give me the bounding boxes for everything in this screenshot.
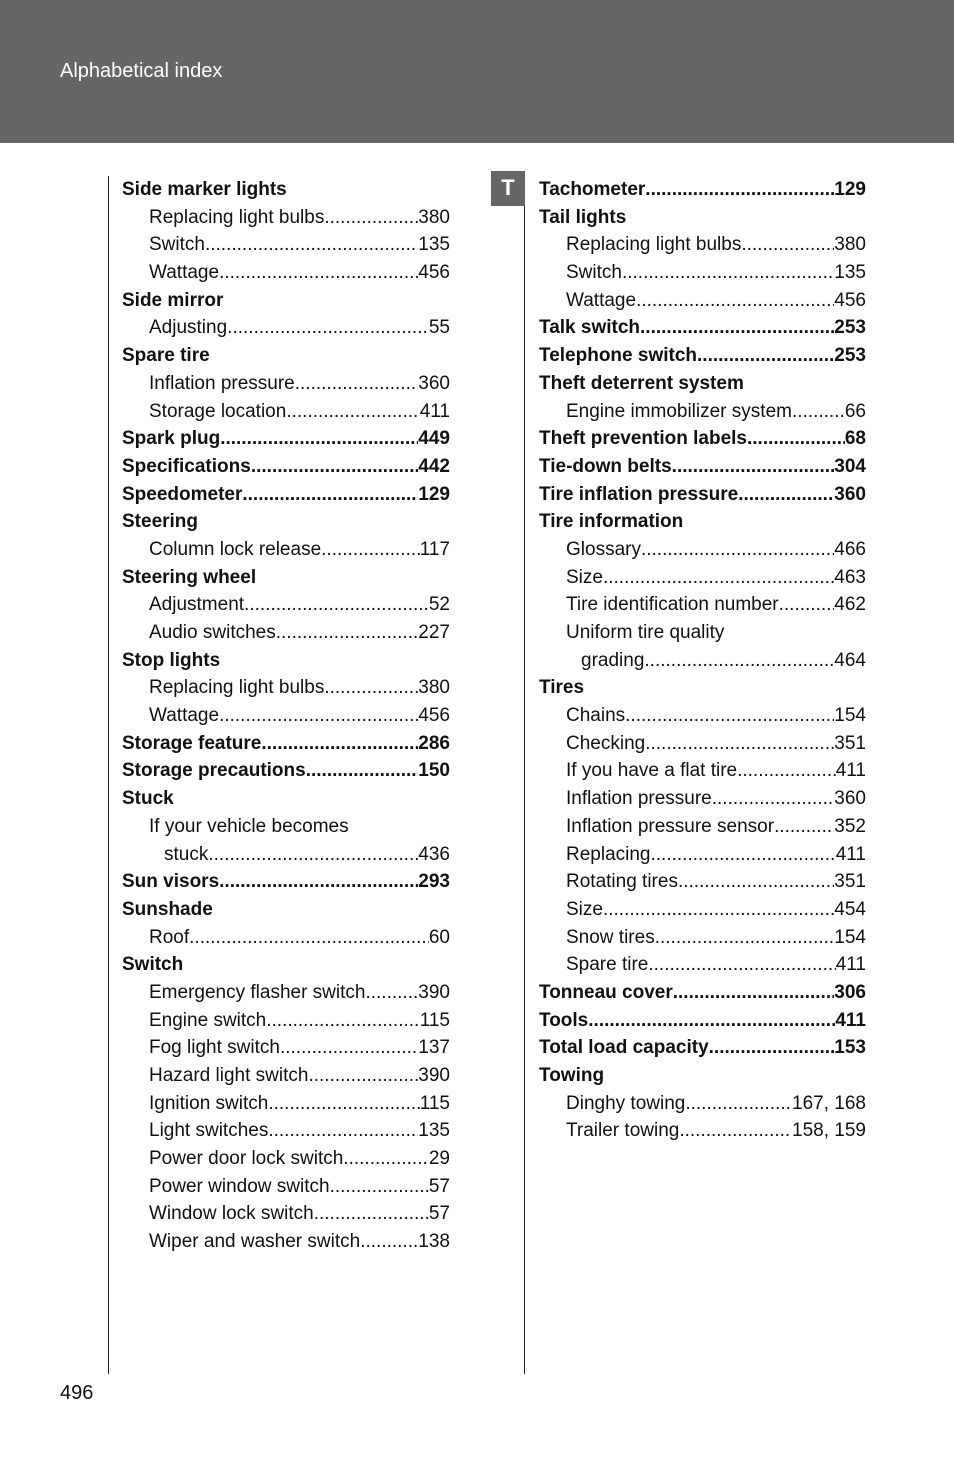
leader-dots [280, 1034, 418, 1062]
index-label: Inflation pressure sensor [566, 815, 775, 837]
leader-dots [244, 591, 429, 619]
page-reference[interactable]: 57 [428, 1203, 450, 1225]
leader-dots [343, 1145, 429, 1173]
index-heading [539, 176, 866, 204]
leader-dots [640, 314, 834, 342]
index-heading [539, 204, 866, 232]
leader-dots [648, 951, 835, 979]
page-reference[interactable]: 449 [418, 428, 450, 450]
index-entry [122, 398, 450, 426]
index-label: Tail lights [539, 206, 627, 228]
leader-dots [588, 1007, 835, 1035]
index-entry [539, 231, 866, 259]
index-label: Wattage [149, 705, 220, 727]
leader-dots [645, 176, 834, 204]
index-label: Storage location [149, 400, 287, 422]
index-label: Switch [122, 954, 184, 976]
page-reference[interactable]: 135 [418, 1120, 450, 1142]
page-header [0, 0, 954, 143]
index-entry [122, 1117, 450, 1145]
index-heading [122, 453, 450, 481]
page-reference[interactable]: 360 [418, 372, 450, 394]
page-reference[interactable]: 68 [844, 428, 866, 450]
index-entry [539, 398, 866, 426]
page-reference[interactable]: 135 [834, 262, 866, 284]
page-reference[interactable]: 60 [428, 926, 450, 948]
leader-dots [774, 813, 834, 841]
leader-dots [747, 425, 845, 453]
leader-dots [268, 1117, 418, 1145]
index-label: If you have a flat tire [566, 760, 738, 782]
index-label: Snow tires [566, 926, 655, 948]
index-label: Engine switch [149, 1009, 267, 1031]
index-heading [539, 342, 866, 370]
index-entry [122, 702, 450, 730]
index-label: Replacing light bulbs [149, 206, 325, 228]
page-reference[interactable]: 360 [834, 788, 866, 810]
index-heading [122, 564, 450, 592]
leader-dots [189, 924, 429, 952]
index-label: stuck [164, 843, 209, 865]
index-label: Adjustment [149, 594, 245, 616]
index-label: Stuck [122, 788, 174, 810]
index-label: Dinghy towing [566, 1092, 686, 1114]
page-reference[interactable]: 304 [834, 455, 866, 477]
index-label: Tire identification number [566, 594, 779, 616]
page-reference[interactable]: 52 [428, 594, 450, 616]
page-reference[interactable]: 456 [418, 262, 450, 284]
page-reference[interactable]: 411 [835, 954, 866, 976]
index-label: Hazard light switch [149, 1065, 309, 1086]
page-reference[interactable]: 306 [834, 981, 866, 1003]
page-reference[interactable]: 454 [834, 898, 866, 920]
index-label: Tire inflation pressure [539, 483, 739, 505]
index-entry [122, 1034, 450, 1062]
index-label: Ignition switch [149, 1092, 269, 1114]
leader-dots [268, 1090, 419, 1118]
leader-dots [219, 259, 418, 287]
leader-dots [651, 841, 836, 869]
index-entry [539, 841, 866, 869]
index-label: Speedometer [122, 483, 243, 505]
index-heading [122, 342, 450, 370]
page-reference[interactable]: 115 [419, 1092, 450, 1114]
index-label: Wattage [149, 262, 220, 284]
index-label: Tonneau cover [539, 981, 673, 1003]
index-label: Switch [149, 234, 205, 256]
index-heading [539, 425, 866, 453]
leader-dots [672, 453, 835, 481]
index-label: Adjusting [149, 317, 228, 339]
leader-dots [324, 204, 418, 232]
index-entry [539, 757, 866, 785]
leader-dots [276, 619, 419, 647]
page-reference[interactable]: 55 [428, 317, 450, 339]
index-label: Stop lights [122, 649, 221, 671]
right-column-rule [524, 176, 525, 1374]
leader-dots [779, 591, 835, 619]
index-label: Fog light switch [149, 1037, 280, 1059]
page-reference[interactable]: 390 [418, 1065, 450, 1086]
index-heading [539, 481, 866, 509]
page-reference[interactable]: 411 [835, 760, 866, 782]
page-reference[interactable]: 150 [418, 760, 450, 782]
leader-dots [360, 1228, 418, 1256]
index-entry [122, 231, 450, 259]
page-reference[interactable]: 442 [418, 455, 450, 477]
index-entry [122, 536, 450, 564]
index-heading [122, 951, 450, 979]
index-heading [122, 176, 450, 204]
header-title: Alphabetical index [60, 60, 223, 82]
index-label: Wattage [566, 289, 637, 311]
index-label: Tachometer [539, 179, 646, 200]
index-entry [539, 896, 866, 924]
page-reference[interactable]: 227 [418, 622, 450, 643]
index-heading [539, 314, 866, 342]
page-reference[interactable]: 380 [418, 677, 450, 699]
index-label: Total load capacity [539, 1037, 709, 1059]
leader-dots [625, 702, 834, 730]
leader-dots [644, 647, 834, 675]
index-entry [122, 979, 450, 1007]
index-entry [122, 1145, 450, 1173]
index-column-left [122, 176, 450, 1256]
index-label: Side mirror [122, 289, 224, 311]
page-reference[interactable]: 158, 159 [792, 1120, 866, 1142]
page-reference[interactable]: 464 [834, 649, 866, 671]
leader-dots [678, 868, 834, 896]
leader-dots [251, 453, 418, 481]
page-reference[interactable]: 411 [835, 843, 866, 865]
page-reference[interactable]: 154 [834, 705, 866, 727]
leader-dots [220, 425, 418, 453]
index-entry [122, 314, 450, 342]
index-entry [539, 868, 866, 896]
index-heading [122, 868, 450, 896]
index-label: Rotating tires [566, 871, 678, 893]
leader-dots [266, 1007, 419, 1035]
index-label: Wiper and washer switch [149, 1231, 361, 1253]
leader-dots [697, 342, 834, 370]
index-entry [539, 785, 866, 813]
index-label: Power window switch [149, 1175, 330, 1197]
page-reference[interactable]: 29 [428, 1148, 450, 1170]
section-letter-tab: T [491, 171, 525, 206]
index-heading [122, 481, 450, 509]
index-label: Power door lock switch [149, 1148, 344, 1170]
index-entry [539, 647, 866, 675]
index-label: Light switches [149, 1120, 269, 1142]
page-reference[interactable]: 129 [834, 179, 866, 200]
index-label: Tire information [539, 511, 684, 533]
leader-dots [741, 231, 834, 259]
page-reference[interactable]: 135 [418, 234, 450, 256]
index-label: If your vehicle becomes [149, 815, 349, 837]
index-entry [539, 813, 866, 841]
page-reference[interactable]: 380 [418, 206, 450, 228]
index-entry [539, 951, 866, 979]
page-reference[interactable]: 360 [834, 483, 866, 505]
index-entry [539, 259, 866, 287]
index-label: Size [566, 898, 603, 920]
index-heading [539, 1034, 866, 1062]
page-reference[interactable]: 137 [418, 1037, 450, 1059]
page-reference[interactable]: 66 [844, 400, 866, 422]
leader-dots [286, 398, 419, 426]
index-column-right [539, 176, 866, 1145]
index-label: Telephone switch [539, 345, 698, 367]
index-label: Specifications [122, 455, 251, 477]
index-label: Audio switches [149, 622, 276, 643]
index-heading [539, 1007, 866, 1035]
index-entry [539, 1117, 866, 1145]
page-reference[interactable]: 293 [418, 871, 450, 893]
leader-dots [205, 231, 418, 259]
index-entry [122, 674, 450, 702]
index-heading [122, 757, 450, 785]
index-label: Glossary [566, 538, 641, 560]
page-reference[interactable]: 351 [834, 871, 866, 893]
index-entry [122, 1173, 450, 1201]
index-label: Theft deterrent system [539, 372, 744, 394]
page-reference[interactable]: 153 [834, 1037, 866, 1059]
page-reference[interactable]: 436 [418, 843, 450, 865]
index-label: Storage feature [122, 732, 262, 754]
leader-dots [365, 979, 418, 1007]
leader-dots [261, 730, 418, 758]
index-heading [539, 453, 866, 481]
index-label: Steering wheel [122, 566, 257, 588]
page-reference[interactable]: 167, 168 [792, 1092, 866, 1114]
index-entry [539, 591, 866, 619]
index-heading [539, 979, 866, 1007]
page-number: 496 [60, 1382, 94, 1404]
page-reference[interactable]: 411 [835, 1009, 866, 1031]
index-entry [539, 730, 866, 758]
leader-dots [314, 1200, 429, 1228]
index-entry [122, 841, 450, 869]
index-entry [122, 813, 450, 841]
index-label: Replacing [566, 843, 651, 865]
leader-dots [242, 481, 418, 509]
index-heading [122, 730, 450, 758]
page-reference[interactable]: 411 [419, 400, 450, 422]
leader-dots [712, 785, 835, 813]
index-entry [539, 924, 866, 952]
index-entry [539, 564, 866, 592]
index-label: Inflation pressure [566, 788, 712, 810]
page-reference[interactable]: 466 [834, 538, 866, 560]
page-reference[interactable]: 380 [834, 234, 866, 256]
leader-dots [306, 757, 419, 785]
index-heading [539, 370, 866, 398]
leader-dots [673, 979, 835, 1007]
index-heading [122, 287, 450, 315]
leader-dots [603, 564, 834, 592]
index-heading [122, 896, 450, 924]
index-label: Sun visors [122, 871, 220, 893]
leader-dots [685, 1090, 792, 1118]
page-reference[interactable]: 154 [834, 926, 866, 948]
index-heading [539, 674, 866, 702]
index-heading [122, 785, 450, 813]
index-label: Emergency flasher switch [149, 981, 366, 1003]
leader-dots [227, 314, 429, 342]
page-reference[interactable]: 390 [418, 981, 450, 1003]
index-entry [122, 1007, 450, 1035]
page-reference[interactable]: 117 [419, 538, 450, 560]
index-label: Switch [566, 262, 622, 284]
page-reference[interactable]: 456 [418, 705, 450, 727]
leader-dots [603, 896, 834, 924]
index-label: Checking [566, 732, 646, 754]
page-reference[interactable]: 115 [419, 1009, 450, 1031]
leader-dots [737, 757, 836, 785]
leader-dots [330, 1173, 429, 1201]
leader-dots [208, 841, 418, 869]
page-reference[interactable]: 352 [834, 815, 866, 837]
index-label: Storage precautions [122, 760, 306, 782]
leader-dots [308, 1062, 418, 1090]
index-entry [122, 1200, 450, 1228]
index-label: Uniform tire quality [566, 622, 725, 643]
index-label: Trailer towing [566, 1120, 680, 1142]
page-reference[interactable]: 456 [834, 289, 866, 311]
index-label: Side marker lights [122, 179, 287, 200]
index-label: Replacing light bulbs [149, 677, 325, 699]
index-heading [122, 508, 450, 536]
index-label: Column lock release [149, 538, 322, 560]
leader-dots [655, 924, 835, 952]
leader-dots [709, 1034, 835, 1062]
index-label: Spare tire [566, 954, 649, 976]
index-label: Roof [149, 926, 190, 948]
page-reference[interactable]: 253 [834, 345, 866, 367]
page-reference[interactable]: 286 [418, 732, 450, 754]
leader-dots [295, 370, 419, 398]
index-heading [539, 1062, 866, 1090]
index-label: Sunshade [122, 898, 213, 920]
leader-dots [641, 536, 834, 564]
index-label: Tools [539, 1009, 589, 1031]
index-entry [122, 370, 450, 398]
leader-dots [679, 1117, 792, 1145]
page-reference[interactable]: 57 [428, 1175, 450, 1197]
page-reference[interactable]: 351 [834, 732, 866, 754]
index-entry [122, 1062, 450, 1090]
index-label: Spare tire [122, 345, 210, 367]
index-entry [122, 259, 450, 287]
index-entry [122, 1228, 450, 1256]
leader-dots [792, 398, 845, 426]
index-entry [122, 924, 450, 952]
index-heading [539, 508, 866, 536]
leader-dots [324, 674, 418, 702]
index-label: Size [566, 566, 603, 588]
index-label: Inflation pressure [149, 372, 295, 394]
index-entry [122, 204, 450, 232]
index-entry [539, 287, 866, 315]
index-entry [122, 591, 450, 619]
index-label: Theft prevention labels [539, 428, 747, 450]
index-label: Replacing light bulbs [566, 234, 742, 256]
index-heading [122, 647, 450, 675]
page-reference[interactable]: 129 [418, 483, 450, 505]
index-entry [539, 1090, 866, 1118]
index-entry [122, 1090, 450, 1118]
index-heading [122, 425, 450, 453]
index-entry [539, 536, 866, 564]
index-entry [122, 619, 450, 647]
leader-dots [738, 481, 834, 509]
leader-dots [645, 730, 834, 758]
leader-dots [636, 287, 834, 315]
leader-dots [622, 259, 834, 287]
leader-dots [219, 702, 418, 730]
left-column-rule [108, 176, 109, 1374]
index-label: Spark plug [122, 428, 221, 450]
index-label: grading [581, 649, 645, 671]
index-label: Chains [566, 705, 626, 727]
page-reference[interactable]: 253 [834, 317, 866, 339]
leader-dots [321, 536, 420, 564]
page-reference[interactable]: 463 [834, 566, 866, 588]
index-entry [539, 702, 866, 730]
index-label: Engine immobilizer system [566, 400, 792, 422]
index-label: Window lock switch [149, 1203, 314, 1225]
index-label: Towing [539, 1065, 605, 1086]
index-label: Talk switch [539, 317, 641, 339]
index-entry [539, 619, 866, 647]
index-label: Tires [539, 677, 585, 699]
index-label: Steering [122, 511, 199, 533]
leader-dots [219, 868, 418, 896]
page-reference[interactable]: 462 [834, 594, 866, 616]
page-reference[interactable]: 138 [418, 1231, 450, 1253]
index-label: Tie-down belts [539, 455, 672, 477]
